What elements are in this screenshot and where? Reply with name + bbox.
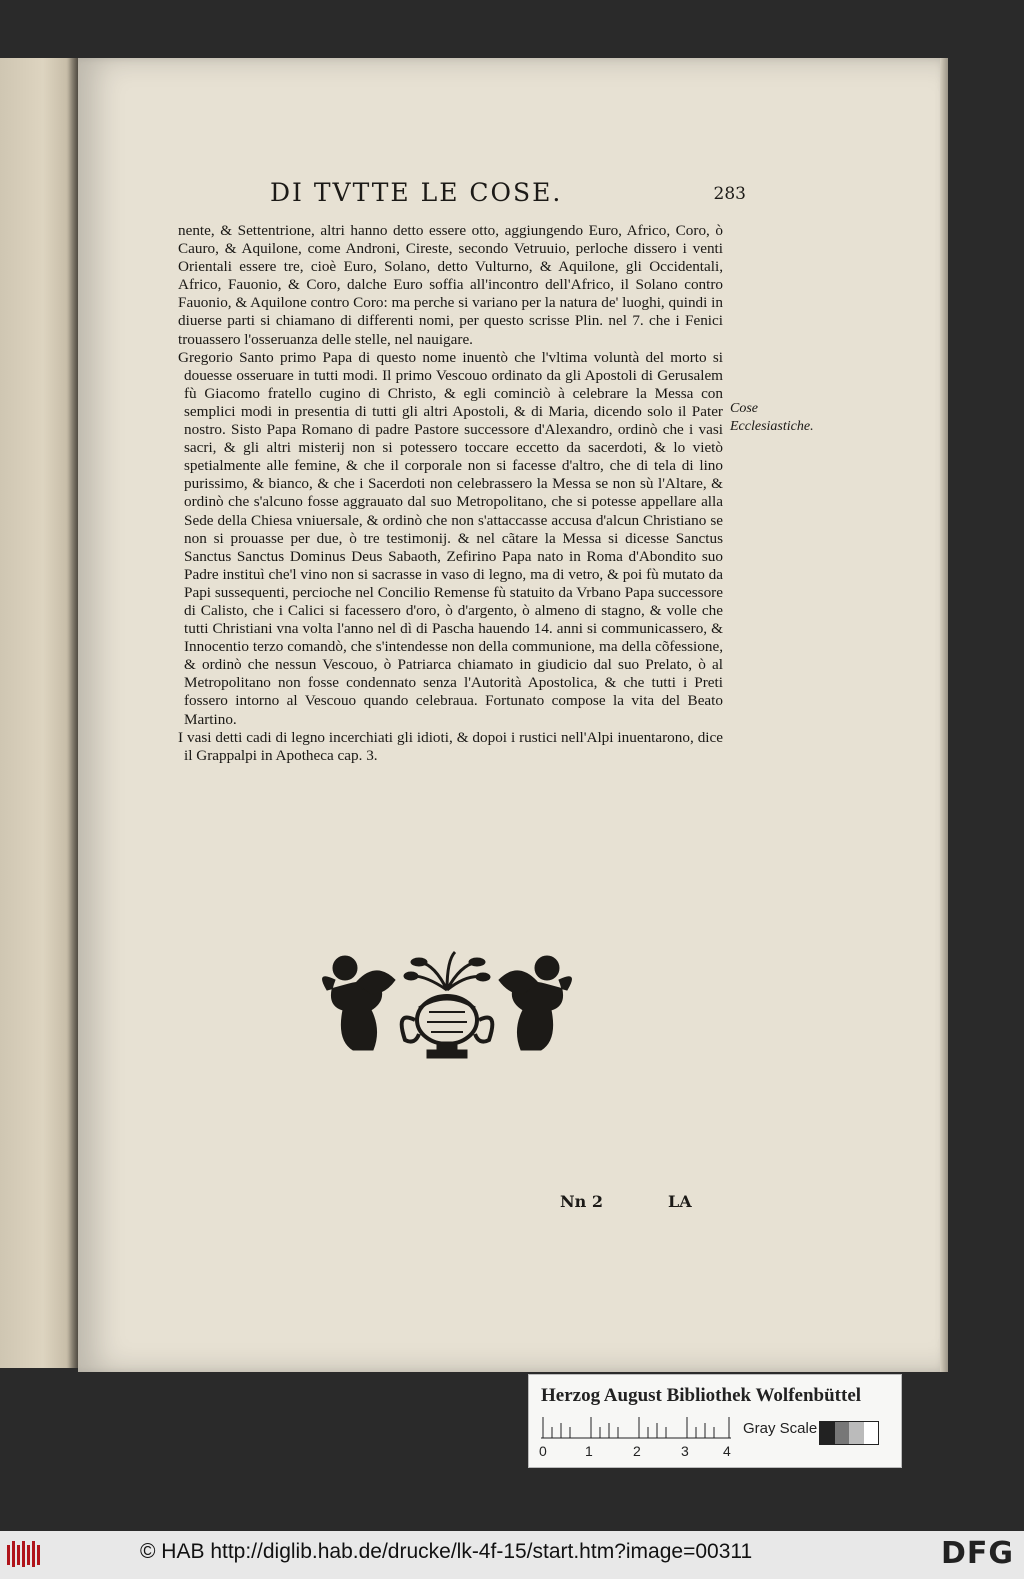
facing-page-edge <box>0 58 78 1368</box>
woodcut-ornament <box>315 950 580 1065</box>
dfg-logo: DFG <box>940 1536 1014 1571</box>
ruler-number: 0 <box>539 1443 547 1459</box>
main-text-block <box>178 222 723 765</box>
page-number: 283 <box>713 184 746 204</box>
ruler-number: 3 <box>681 1443 689 1459</box>
ruler-scale <box>541 1417 731 1439</box>
paragraph-winds: nente, & Settentrione, altri hanno detto essere otto, aggiungendo Euro, Africo, Coro, ò Cauro, & Aquilone, come Androni, Cireste, secondo Vetruuio, perloche dissero i venti Orientali essere tre, cioè Euro, Solano, detto Vulturno, & Aquilone, gli Occidentali, Africo, Fauonio, & Coro, dalche Euro soffia all'incontro dell'Africo, il Solano contro Fauonio, & Aquilone contro Coro: ma perche si variano per la natura de' luoghi, quindi in diuerse parti si chiamano di differenti nomi, per questo scrisse Plin. nel 7. che i Fenici trouassero l'osseruanza delle stelle, nel nauigare. <box>178 222 723 348</box>
copyright-url[interactable]: © HAB http://diglib.hab.de/drucke/lk-4f-15/start.htm?image=00311 <box>140 1540 753 1563</box>
ruler-number: 4 <box>723 1443 731 1459</box>
color-calibration-card <box>528 1374 902 1468</box>
page-header <box>270 178 760 212</box>
signature-mark: Nn 2 <box>560 1192 603 1211</box>
catchwords-line <box>560 1192 720 1216</box>
gray-scale-label: Gray Scale <box>743 1420 818 1437</box>
ruler-number: 2 <box>633 1443 641 1459</box>
ruler-number: 1 <box>585 1443 593 1459</box>
hab-logo-icon <box>6 1539 44 1569</box>
viewer-footer <box>0 1531 1024 1579</box>
paragraph-vessels: I vasi detti cadi di legno incerchiati gli idioti, & dopoi i rustici nell'Alpi inuentarono, dice il Grappalpi in Apotheca cap. 3. <box>178 728 723 764</box>
library-name: Herzog August Bibliothek Wolfenbüttel <box>541 1385 862 1406</box>
catchword: LA <box>668 1192 692 1211</box>
gray-scale-swatches <box>819 1421 879 1445</box>
marginal-note: Cose Ecclesiastiche. <box>730 401 814 434</box>
page-fore-edge <box>940 58 948 1372</box>
paragraph-church-things: Gregorio Santo primo Papa di questo nome inuentò che l'vltima voluntà del morto si douesse osseruare in tutti modi. Il primo Vescouo ordinato da gli Apostoli di Gerusalem fù Giacomo fratello cugino di Christo, & egli cominciò à celebrare la Messa con semplici modi in presentia di tutti gli altri Apostoli, & di Maria, dicendo solo il Pater nostro. Sisto Papa Romano di padre Pastore successore d'Alexandro, ordinò che i vasi sacri, & gli altri misterij non si potessero toccare eccetto da sacerdoti, & lo vietò spetialmente alle femine, & che il corporale non si facesse d'altro, che di tela di lino purissimo, & bianco, & che i Sacerdoti non celebrassero la Messa se non sù l'Altare, & ordinò che s'alcuno fosse aggrauato dal suo Metropolitano, che si potesse appellare alla Sede della Chiesa vniuersale, & ordinò che non s'attaccasse accusa d'alcun Christiano se non si prouasse per due, ò tre testimonij. & nel cãtare la Messa si dicesse Sanctus Sanctus Sanctus Dominus Deus Sabaoth, Zefirino Papa nato in Roma d'Abondito suo Padre instituì che'l vino non si sacrasse in vaso di legno, ma di vetro, & poi fù mutato da Papi sussequenti, percioche nel Concilio Remense fù statuito da Vrbano Papa successore di Calisto, che i Calici si facessero d'oro, ò d'argento, ò almeno di stagno, & volle che tutti Christiani vna volta l'anno nel dì di Pascha hauendo 14. anni si communicassero, & Innocentio terzo comandò, che s'intendesse non della communione, ma della cõfessione, & ordinò che nessun Vescouo, ò Patriarca chiamato in giudicio dal suo Prelato, ò al Metropolitano non fosse condennato senza l'Autorità Apostolica, & che tutti i Preti fossero intorno al Vescouo quando celebraua. Fortunato compose la vita del Beato Martino. <box>178 348 723 728</box>
running-title: DI TVTTE LE COSE. <box>270 178 563 207</box>
